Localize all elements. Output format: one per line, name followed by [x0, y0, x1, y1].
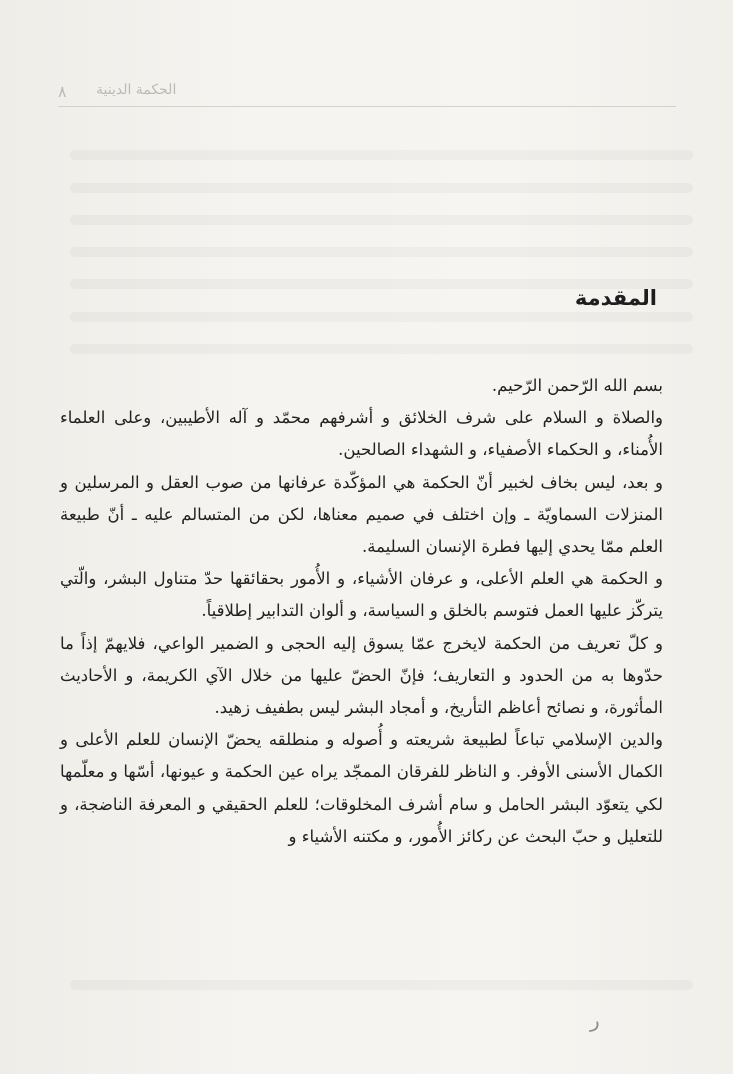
page-number: ٨: [58, 82, 67, 101]
show-through-line: [70, 344, 693, 354]
paragraph: و كلّ تعريف من الحكمة لايخرج عمّا يسوق إليه الحجى و الضمير الواعي، فلايهمّ إذاً ما حدّوها به من الحدود و التعاريف؛ فإنّ الحضّ عليها من خلال الآي الكريمة، و الأحاديث المأثورة، و نصائح أعاظم التأريخ، و أمجاد البشر ليس بطفيف زهيد.: [60, 633, 663, 718]
show-through-line: [70, 215, 693, 225]
paragraph: و الحكمة هي العلم الأعلى، و عرفان الأشياء، و الأُمور بحقائقها حدّ متناول البشر، والّتي يتركّز عليها العمل فتوسم بالخلق و السياسة، و ألوان التدابير إطلاقياً.: [60, 569, 663, 621]
header-rule: [58, 106, 676, 107]
body-text: [60, 370, 663, 853]
paragraph: بسم الله الرّحمن الرّحيم.: [491, 376, 663, 395]
handwritten-mark: ر: [590, 1008, 600, 1032]
section-heading: المقدمة: [574, 286, 657, 310]
show-through-line: [70, 247, 693, 257]
paragraph: و بعد، ليس بخاف لخبير أنّ الحكمة هي المؤكّدة عرفانها من صوب العقل و المرسلين و المنزلات السماويّة ـ وإن اختلف في صميم معناها، لكن من المتسالم عليه ـ أنّ طبيعة العلم ممّا يحدي إليها فطرة الإنسان السليمة.: [60, 472, 663, 557]
show-through-line: [70, 150, 693, 160]
paragraph: والصلاة و السلام على شرف الخلائق و أشرفهم محمّد و آله الأطيبين، وعلى العلماء الأُمناء، و الحكماء الأصفياء، و الشهداء الصالحين.: [60, 408, 663, 460]
paragraph: والدين الإسلامي تباعاً لطبيعة شريعته و أُصوله و منطلقه يحضّ الإنسان للعلم الأعلى و الكمال الأسنى الأوفر. و الناظر للفرقان الممجّد يراه عين الحكمة و عيونها، أسّها و معلّمها لكي يتعوّد البشر الحامل و سام أشرف المخلوقات؛ للعلم الحقيقي و المعرفة الناضجة، و للتعليل و حبّ البحث عن ركائز الأُمور، و مكتنه الأشياء و: [60, 730, 663, 846]
show-through-line: [70, 312, 693, 322]
running-header-title: الحكمة الدينية: [96, 82, 177, 98]
show-through-line: [70, 980, 693, 990]
show-through-line: [70, 183, 693, 193]
page-header: [58, 78, 676, 108]
